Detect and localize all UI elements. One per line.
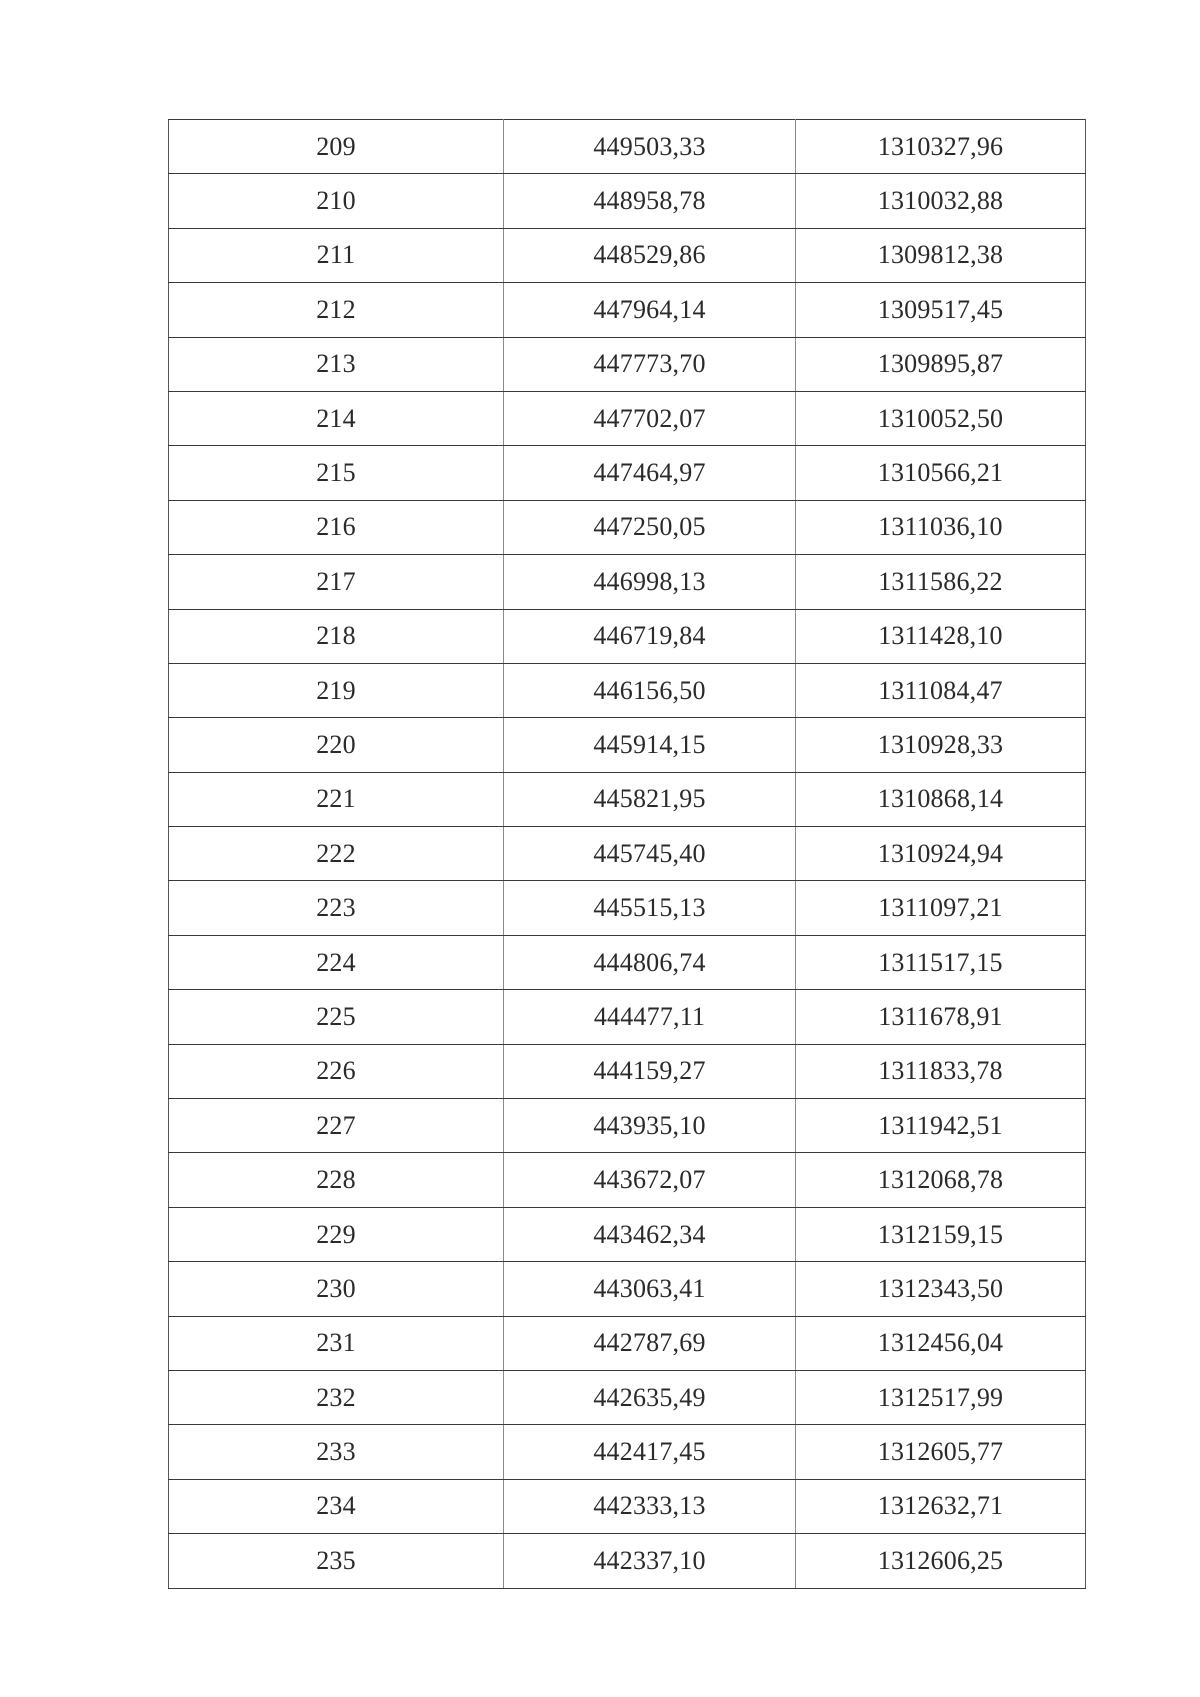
x-coordinate-cell: 442337,10 [504, 1534, 796, 1588]
y-coordinate-cell: 1311833,78 [796, 1044, 1086, 1098]
x-coordinate-cell: 447773,70 [504, 337, 796, 391]
point-number-cell: 213 [169, 337, 504, 391]
table-row [169, 1316, 1086, 1370]
table-row [169, 1207, 1086, 1261]
y-coordinate-cell: 1310327,96 [796, 120, 1086, 174]
y-coordinate-cell: 1310928,33 [796, 718, 1086, 772]
coordinates-table [168, 119, 1086, 1589]
point-number-cell: 216 [169, 500, 504, 554]
point-number-cell: 232 [169, 1370, 504, 1424]
table-row [169, 283, 1086, 337]
x-coordinate-cell: 448958,78 [504, 174, 796, 228]
y-coordinate-cell: 1311428,10 [796, 609, 1086, 663]
x-coordinate-cell: 446156,50 [504, 663, 796, 717]
y-coordinate-cell: 1311942,51 [796, 1099, 1086, 1153]
point-number-cell: 214 [169, 391, 504, 445]
table-row [169, 663, 1086, 717]
table-row [169, 718, 1086, 772]
x-coordinate-cell: 443935,10 [504, 1099, 796, 1153]
x-coordinate-cell: 444477,11 [504, 990, 796, 1044]
table-row [169, 174, 1086, 228]
x-coordinate-cell: 442333,13 [504, 1479, 796, 1533]
x-coordinate-cell: 442787,69 [504, 1316, 796, 1370]
table-row [169, 1262, 1086, 1316]
point-number-cell: 212 [169, 283, 504, 337]
table-row [169, 1099, 1086, 1153]
point-number-cell: 210 [169, 174, 504, 228]
point-number-cell: 218 [169, 609, 504, 663]
point-number-cell: 220 [169, 718, 504, 772]
x-coordinate-cell: 443672,07 [504, 1153, 796, 1207]
y-coordinate-cell: 1309895,87 [796, 337, 1086, 391]
table-row [169, 1534, 1086, 1588]
point-number-cell: 226 [169, 1044, 504, 1098]
table-row [169, 1370, 1086, 1424]
y-coordinate-cell: 1312605,77 [796, 1425, 1086, 1479]
table-row [169, 500, 1086, 554]
y-coordinate-cell: 1310868,14 [796, 772, 1086, 826]
point-number-cell: 223 [169, 881, 504, 935]
x-coordinate-cell: 442417,45 [504, 1425, 796, 1479]
table-row [169, 609, 1086, 663]
point-number-cell: 229 [169, 1207, 504, 1261]
y-coordinate-cell: 1311586,22 [796, 555, 1086, 609]
point-number-cell: 230 [169, 1262, 504, 1316]
coordinates-table-body [169, 120, 1086, 1589]
x-coordinate-cell: 447250,05 [504, 500, 796, 554]
point-number-cell: 228 [169, 1153, 504, 1207]
y-coordinate-cell: 1311097,21 [796, 881, 1086, 935]
table-row [169, 555, 1086, 609]
table-row [169, 1479, 1086, 1533]
x-coordinate-cell: 443462,34 [504, 1207, 796, 1261]
y-coordinate-cell: 1311036,10 [796, 500, 1086, 554]
y-coordinate-cell: 1312456,04 [796, 1316, 1086, 1370]
table-row [169, 1153, 1086, 1207]
x-coordinate-cell: 442635,49 [504, 1370, 796, 1424]
x-coordinate-cell: 445821,95 [504, 772, 796, 826]
point-number-cell: 215 [169, 446, 504, 500]
point-number-cell: 211 [169, 228, 504, 282]
y-coordinate-cell: 1311678,91 [796, 990, 1086, 1044]
table-row [169, 337, 1086, 391]
y-coordinate-cell: 1312517,99 [796, 1370, 1086, 1424]
table-row [169, 391, 1086, 445]
x-coordinate-cell: 446719,84 [504, 609, 796, 663]
point-number-cell: 225 [169, 990, 504, 1044]
x-coordinate-cell: 445515,13 [504, 881, 796, 935]
y-coordinate-cell: 1312606,25 [796, 1534, 1086, 1588]
point-number-cell: 235 [169, 1534, 504, 1588]
table-row [169, 827, 1086, 881]
x-coordinate-cell: 447964,14 [504, 283, 796, 337]
y-coordinate-cell: 1310924,94 [796, 827, 1086, 881]
point-number-cell: 224 [169, 935, 504, 989]
table-row [169, 935, 1086, 989]
point-number-cell: 227 [169, 1099, 504, 1153]
table-row [169, 446, 1086, 500]
point-number-cell: 219 [169, 663, 504, 717]
point-number-cell: 209 [169, 120, 504, 174]
point-number-cell: 234 [169, 1479, 504, 1533]
y-coordinate-cell: 1310566,21 [796, 446, 1086, 500]
table-row [169, 881, 1086, 935]
x-coordinate-cell: 447464,97 [504, 446, 796, 500]
table-row [169, 990, 1086, 1044]
point-number-cell: 231 [169, 1316, 504, 1370]
y-coordinate-cell: 1310052,50 [796, 391, 1086, 445]
x-coordinate-cell: 443063,41 [504, 1262, 796, 1316]
table-row [169, 772, 1086, 826]
y-coordinate-cell: 1309812,38 [796, 228, 1086, 282]
point-number-cell: 222 [169, 827, 504, 881]
y-coordinate-cell: 1312159,15 [796, 1207, 1086, 1261]
y-coordinate-cell: 1312343,50 [796, 1262, 1086, 1316]
x-coordinate-cell: 448529,86 [504, 228, 796, 282]
point-number-cell: 217 [169, 555, 504, 609]
y-coordinate-cell: 1310032,88 [796, 174, 1086, 228]
y-coordinate-cell: 1312632,71 [796, 1479, 1086, 1533]
table-row [169, 120, 1086, 174]
x-coordinate-cell: 445745,40 [504, 827, 796, 881]
x-coordinate-cell: 447702,07 [504, 391, 796, 445]
point-number-cell: 233 [169, 1425, 504, 1479]
y-coordinate-cell: 1309517,45 [796, 283, 1086, 337]
x-coordinate-cell: 446998,13 [504, 555, 796, 609]
point-number-cell: 221 [169, 772, 504, 826]
x-coordinate-cell: 449503,33 [504, 120, 796, 174]
x-coordinate-cell: 444159,27 [504, 1044, 796, 1098]
y-coordinate-cell: 1311084,47 [796, 663, 1086, 717]
x-coordinate-cell: 444806,74 [504, 935, 796, 989]
y-coordinate-cell: 1311517,15 [796, 935, 1086, 989]
table-row [169, 1425, 1086, 1479]
y-coordinate-cell: 1312068,78 [796, 1153, 1086, 1207]
x-coordinate-cell: 445914,15 [504, 718, 796, 772]
table-row [169, 1044, 1086, 1098]
table-row [169, 228, 1086, 282]
